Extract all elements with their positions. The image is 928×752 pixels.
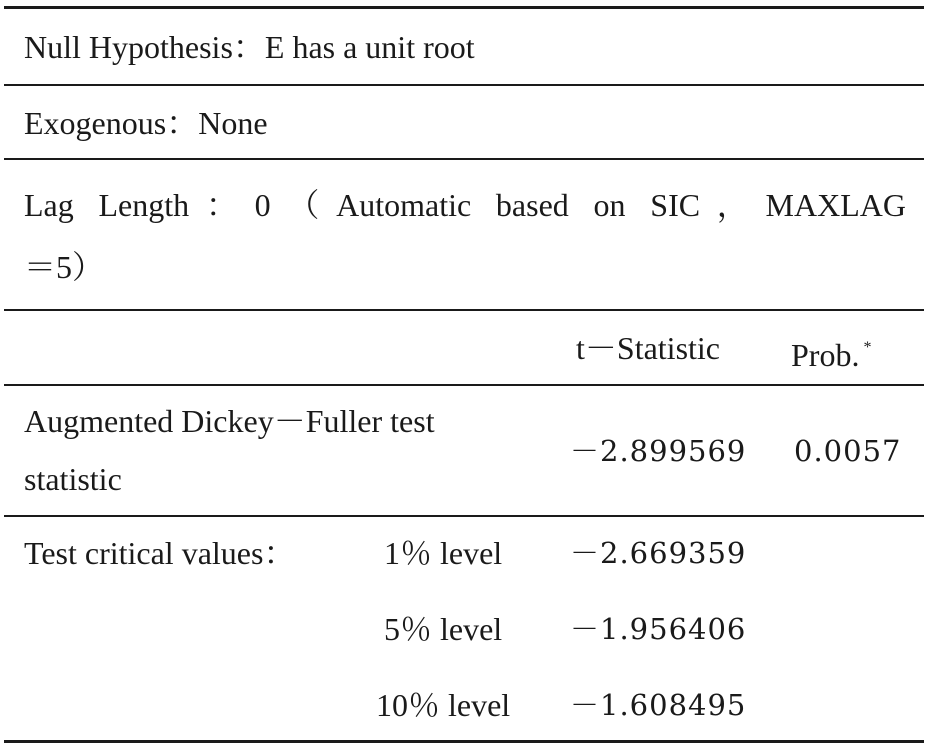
prob-footnote-mark: * (863, 339, 872, 356)
exogenous-text: Exogenous：None (24, 105, 268, 141)
bottom-rule (4, 740, 924, 743)
top-rule (4, 6, 924, 9)
row-divider (4, 158, 924, 160)
critical-values-label: Test critical values： (24, 535, 296, 571)
critical-value-1pct: －2.669359 (570, 536, 747, 570)
lag-length-text-line1: Lag Length：0（Automatic based on SIC，MAXLAG (24, 187, 906, 223)
critical-level-10pct: 10％ level (376, 687, 511, 723)
header-top-rule (4, 309, 924, 311)
t-statistic-header: t－Statistic (576, 330, 721, 366)
row-divider (4, 515, 924, 517)
critical-value-5pct: －1.956406 (570, 612, 747, 646)
prob-header (791, 319, 871, 384)
critical-level-5pct: 5％ level (384, 611, 503, 647)
lag-length-text-line2: ＝5） (24, 249, 105, 285)
header-bottom-rule (4, 384, 924, 386)
critical-level-1pct: 1％ level (384, 535, 503, 571)
adf-label-line2: statistic (24, 461, 122, 497)
prob-header-label: Prob. (791, 337, 860, 373)
critical-value-10pct: －1.608495 (570, 688, 747, 722)
adf-label-line1: Augmented Dickey－Fuller test (24, 403, 435, 439)
adf-prob: 0.0057 (794, 434, 902, 468)
adf-t-statistic: －2.899569 (570, 434, 747, 468)
row-divider (4, 84, 924, 86)
null-hypothesis-text: Null Hypothesis：E has a unit root (24, 29, 475, 65)
